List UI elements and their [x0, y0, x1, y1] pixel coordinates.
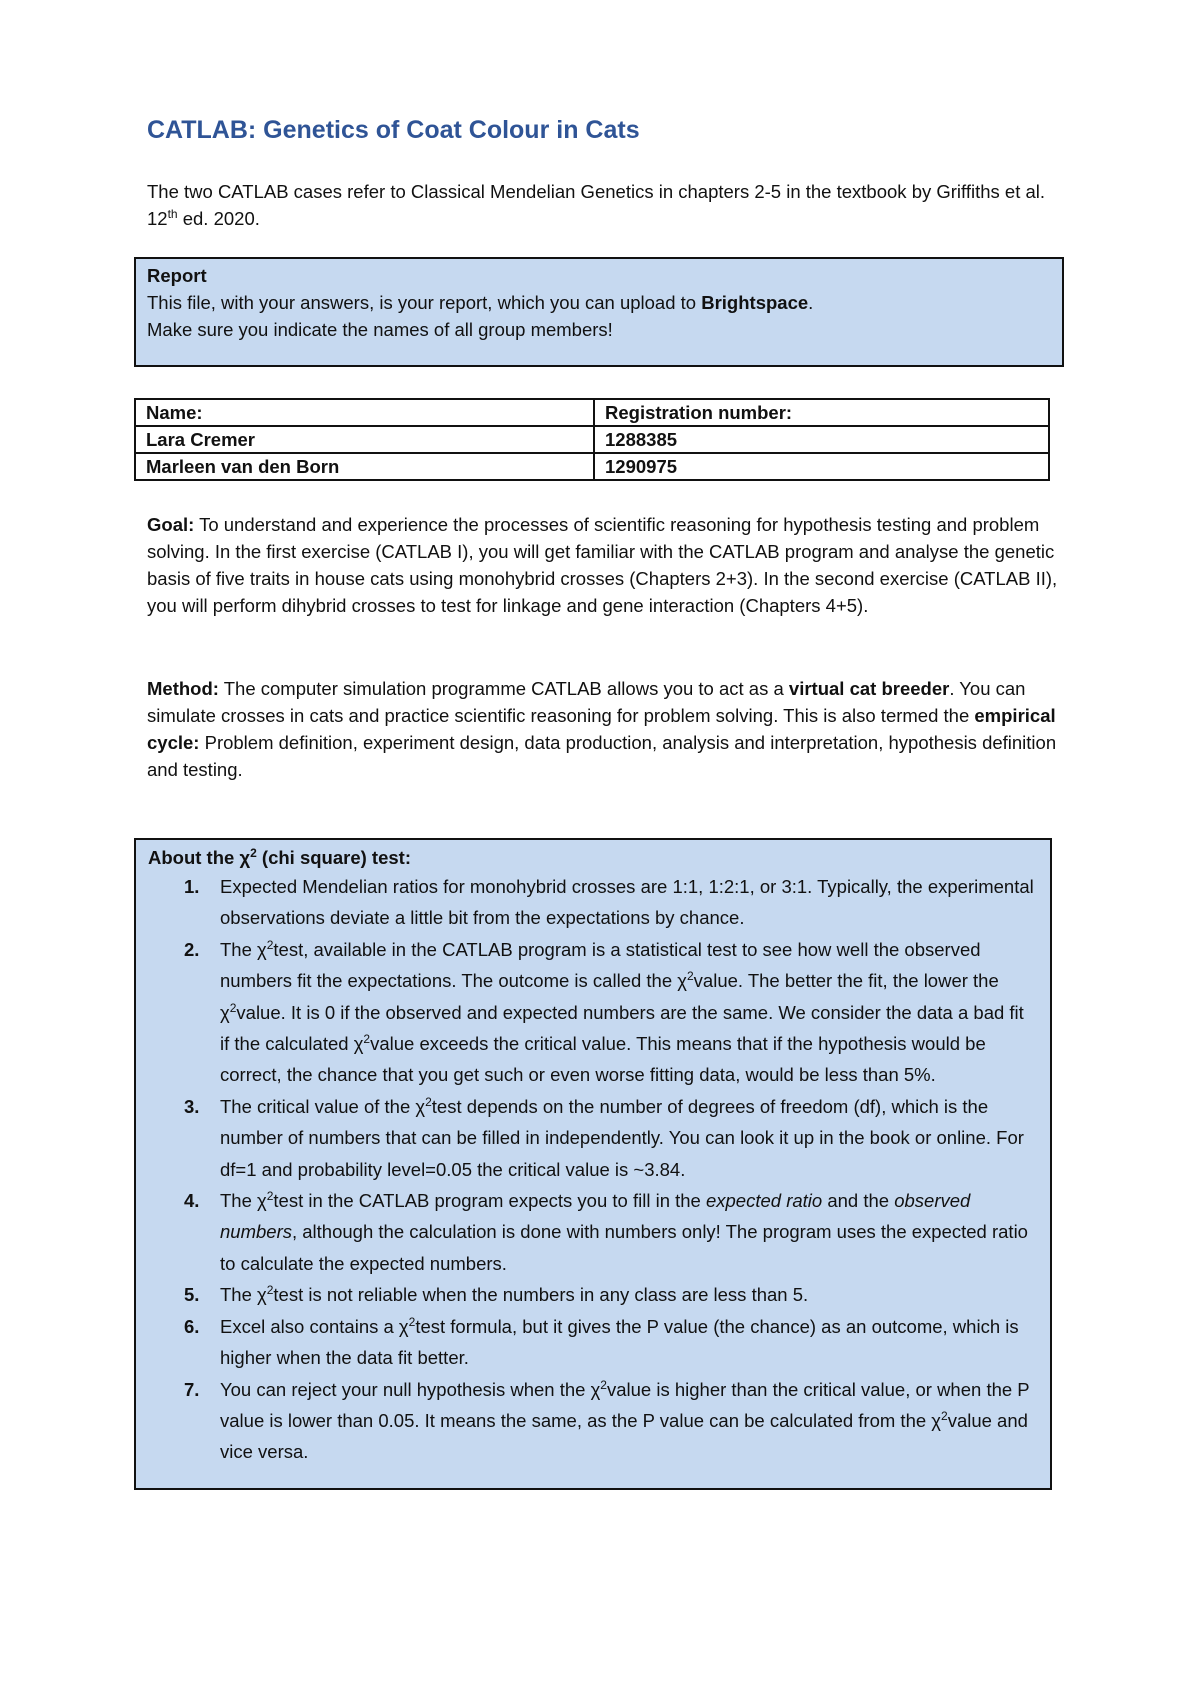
chi-heading-sup: 2	[250, 845, 257, 860]
intro-text: The two CATLAB cases refer to Classical Mendelian Genetics in chapters 2-5 in the textbook by Griffiths et al. 12	[147, 181, 1046, 229]
list-text: value is higher than the critical value, or when the P value is lower than 0.05. It means the same, as the P value can be calculated from the χ	[220, 1378, 1030, 1431]
list-text: , although the calculation is done with numbers only! The program uses the expected ratio to calculate the expected numbers.	[220, 1221, 1028, 1274]
header-name: Name:	[135, 399, 594, 426]
member-name: Lara Cremer	[135, 426, 594, 453]
list-text: test formula, but it gives the P value (the chance) as an outcome, which is higher when the data fit better.	[220, 1315, 1019, 1369]
member-registration-number: 1288385	[594, 426, 1049, 453]
report-heading: Report	[147, 265, 207, 286]
table-row	[135, 453, 1049, 480]
intro-text-end: ed. 2020.	[177, 208, 260, 229]
chi-square-list	[148, 871, 1038, 1468]
report-line-1-text: This file, with your answers, is your report, which you can upload to	[147, 292, 702, 313]
list-text: The critical value of the χ	[220, 1095, 426, 1117]
list-number: 4.	[184, 1190, 200, 1212]
chi-box-heading	[148, 844, 1038, 871]
italic-term: observed numbers	[220, 1190, 971, 1243]
method-text: . You can simulate crosses in cats and practice scientific reasoning for problem solving. This is also termed the	[147, 678, 1026, 726]
chi-heading-text: About the χ	[148, 847, 251, 868]
list-text: The χ	[220, 1284, 267, 1306]
group-members-table	[134, 398, 1050, 481]
list-text: Expected Mendelian ratios for monohybrid crosses are 1:1, 1:2:1, or 3:1. Typically, the experimental observations deviate a little bit from the expectations by chance.	[220, 876, 1034, 929]
list-number: 6.	[184, 1315, 200, 1337]
list-text: Excel also contains a χ	[220, 1315, 409, 1337]
list-item	[148, 934, 1038, 1091]
report-line-1	[147, 289, 1051, 316]
table-row	[135, 426, 1049, 453]
list-item	[148, 1279, 1038, 1310]
list-text: value. It is 0 if the observed and expected numbers are the same. We consider the data a bad fit if the calculated χ	[220, 1001, 1024, 1055]
list-text: The χ	[220, 1190, 267, 1212]
method-bold-term: empirical cycle:	[147, 705, 1056, 753]
member-name: Marleen van den Born	[135, 453, 594, 480]
list-item	[148, 1374, 1038, 1468]
superscript: 2	[363, 1031, 371, 1046]
list-item	[148, 1091, 1038, 1185]
list-text: test, available in the CATLAB program is a statistical test to see how well the observed numbers fit the expectations. The outcome is called the χ	[220, 938, 981, 992]
list-item	[148, 1185, 1038, 1279]
header-registration-number: Registration number:	[594, 399, 1049, 426]
list-text: value and vice versa.	[220, 1409, 1028, 1463]
table-header-row	[135, 399, 1049, 426]
report-line-2: Make sure you indicate the names of all group members!	[147, 319, 613, 340]
list-text: test in the CATLAB program expects you to fill in the	[273, 1190, 706, 1212]
superscript: 2	[266, 1188, 274, 1203]
document-title: CATLAB: Genetics of Coat Colour in Cats	[147, 116, 640, 144]
superscript: 2	[425, 1094, 432, 1109]
method-bold-term: virtual cat breeder	[788, 678, 950, 699]
member-registration-number: 1290975	[594, 453, 1049, 480]
italic-term: expected ratio	[705, 1190, 823, 1212]
superscript: 2	[600, 1377, 607, 1392]
intro-superscript: th	[167, 206, 178, 221]
list-text: value. The better the fit, the lower the χ	[220, 970, 999, 1023]
list-number: 7.	[184, 1378, 200, 1400]
method-text: Problem definition, experiment design, data production, analysis and interpretation, hypothesis definition and testing.	[147, 732, 1057, 780]
superscript: 2	[941, 1408, 948, 1423]
chi-heading-text-end: (chi square) test:	[256, 847, 411, 868]
superscript: 2	[408, 1314, 416, 1329]
goal-label: Goal:	[147, 514, 195, 535]
goal-text: To understand and experience the processes of scientific reasoning for hypothesis testing and problem solving. In the first exercise (CATLAB I), you will get familiar with the CATLAB program and analyse the genetic basis of five traits in house cats using monohybrid crosses (Chapters 2+3). In the second exercise (CATLAB II), you will perform dihybrid crosses to test for linkage and gene interaction (Chapters 4+5).	[147, 514, 1058, 616]
brightspace-label: Brightspace	[701, 292, 809, 313]
method-text: The computer simulation programme CATLAB allows you to act as a	[218, 678, 789, 699]
method-paragraph	[147, 675, 1067, 783]
superscript: 2	[266, 937, 274, 952]
superscript: 2	[686, 969, 694, 984]
superscript: 2	[229, 1000, 237, 1015]
list-text: The χ	[220, 938, 267, 960]
list-text: and the	[822, 1190, 895, 1212]
chi-square-info-box	[134, 838, 1052, 1490]
list-item	[148, 1311, 1038, 1374]
list-number: 3.	[184, 1095, 200, 1117]
list-text: test is not reliable when the numbers in any class are less than 5.	[273, 1284, 809, 1306]
method-label: Method:	[147, 678, 219, 699]
goal-paragraph	[147, 511, 1067, 619]
list-number: 5.	[184, 1284, 200, 1306]
list-number: 2.	[184, 938, 200, 960]
list-item	[148, 871, 1038, 934]
superscript: 2	[266, 1283, 274, 1298]
report-box	[134, 257, 1064, 367]
list-number: 1.	[184, 876, 200, 897]
list-text: value exceeds the critical value. This means that if the hypothesis would be correct, the chance that you get such or even worse fitting data, would be less than 5%.	[220, 1033, 986, 1086]
report-line-1-end: .	[808, 292, 814, 313]
intro-paragraph	[147, 178, 1067, 232]
list-text: You can reject your null hypothesis when the χ	[220, 1378, 601, 1400]
list-text: test depends on the number of degrees of freedom (df), which is the number of numbers that can be filled in independently. You can look it up in the book or online. For df=1 and probability level=0.05 the critical value is ~3.84.	[220, 1095, 1024, 1180]
